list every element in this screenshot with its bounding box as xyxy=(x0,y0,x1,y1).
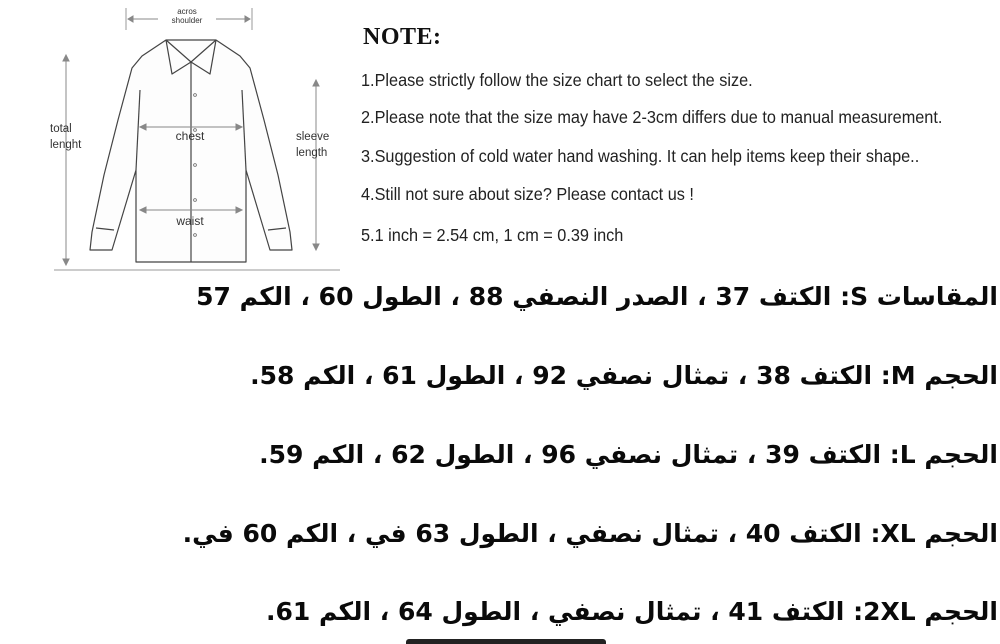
bottom-bar xyxy=(406,639,606,644)
length-label: length xyxy=(296,147,328,159)
size-2xl-line: الحجم 2XL: الكتف 41 ، تمثال نصفي ، الطول 64 ، الكم 61. xyxy=(265,597,998,626)
total-length-arrow xyxy=(63,55,69,265)
note-item: 4.Still not sure about size? Please contact us ! xyxy=(361,184,694,204)
size-s-line: المقاسات S: الكتف 37 ، الصدر النصفي 88 ، الطول 60 ، الكم 57 xyxy=(196,282,998,311)
lenght-label: lenght xyxy=(50,139,82,151)
sleeve-length-arrow xyxy=(313,80,319,250)
size-m-line: الحجم M: الكتف 38 ، تمثال نصفي 92 ، الطول 61 ، الكم 58. xyxy=(250,361,998,390)
waist-label: waist xyxy=(176,214,204,228)
sleeve-label: sleeve xyxy=(296,131,330,143)
note-item: 1.Please strictly follow the size chart to select the size. xyxy=(361,70,753,90)
across-label: acros xyxy=(177,7,197,16)
size-l-line: الحجم L: الكتف 39 ، تمثال نصفي 96 ، الطول 62 ، الكم 59. xyxy=(259,440,998,469)
total-label: total xyxy=(50,123,72,135)
note-title: NOTE: xyxy=(363,24,442,50)
note-item: 2.Please note that the size may have 2-3cm differs due to manual measurement. xyxy=(361,107,943,127)
shoulder-label: shoulder xyxy=(171,16,203,25)
chest-label: chest xyxy=(175,129,205,143)
shirt-outline xyxy=(90,40,292,262)
shirt-measurement-diagram xyxy=(40,0,350,278)
note-item: 3.Suggestion of cold water hand washing. It can help items keep their shape.. xyxy=(361,146,920,166)
size-xl-line: الحجم XL: الكتف 40 ، تمثال نصفي ، الطول 63 في ، الكم 60 في. xyxy=(182,519,998,548)
note-item: 5.1 inch = 2.54 cm, 1 cm = 0.39 inch xyxy=(361,225,624,245)
